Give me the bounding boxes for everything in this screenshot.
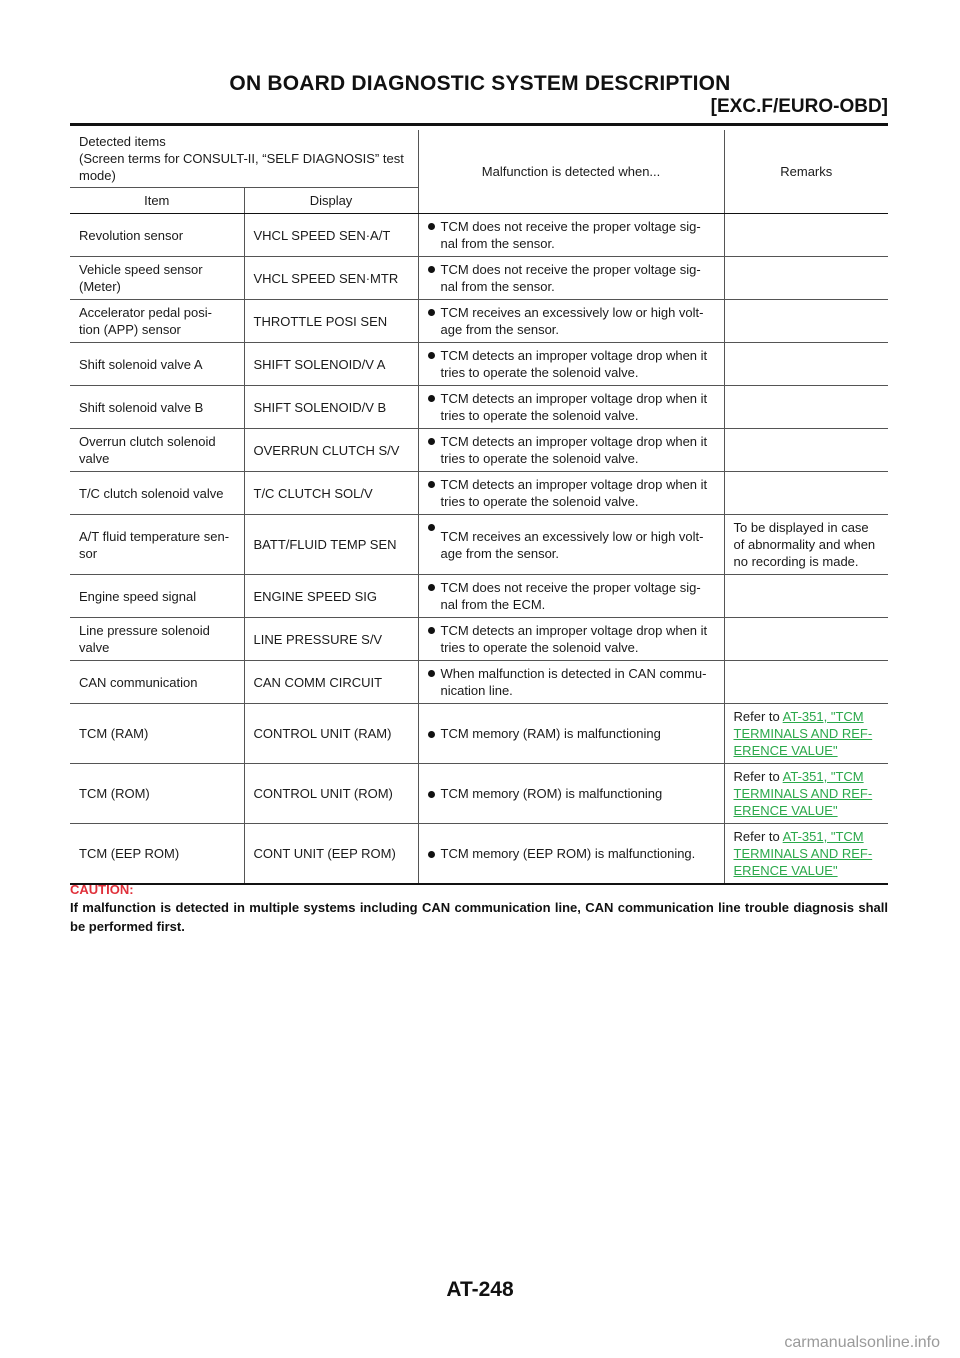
cell-malfunction [418,386,724,429]
cell-malfunction [418,343,724,386]
cell-malfunction [418,472,724,515]
bullet-icon [428,438,435,445]
header-item: Item [70,188,244,214]
cell-malfunction [418,214,724,257]
cell-remarks [724,661,888,704]
cell-malfunction [418,257,724,300]
cell-malfunction [418,575,724,618]
table-row [70,429,888,472]
cell-remarks [724,575,888,618]
malfunction-text: TCM memory (EEP ROM) is malfunctioning. [440,846,696,861]
reference-link[interactable]: AT-351, "TCM TERMINALS AND REF- ERENCE VALUE" [733,829,873,878]
header-remarks: Remarks [724,130,888,214]
malfunction-text: TCM receives an excessively low or high volt- age from the sensor. [440,528,704,561]
bullet-icon [428,791,435,798]
malfunction-text: TCM does not receive the proper voltage sig- nal from the ECM. [440,580,701,612]
cell-malfunction [418,300,724,343]
bullet-icon [428,731,435,738]
malfunction-text: TCM detects an improper voltage drop when it tries to operate the solenoid valve. [440,623,708,655]
cell-display: OVERRUN CLUTCH S/V [244,429,418,472]
cell-item: Engine speed signal [70,575,244,618]
cell-display: SHIFT SOLENOID/V A [244,343,418,386]
table-row [70,704,888,764]
watermark: carmanualsonline.info [784,1334,940,1351]
malfunction-text: When malfunction is detected in CAN commu- nication line. [440,666,707,698]
table-row [70,618,888,661]
cell-malfunction [418,764,724,824]
cell-remarks [724,618,888,661]
bullet-icon [428,309,435,316]
bullet-icon [428,352,435,359]
cell-display: CONTROL UNIT (RAM) [244,704,418,764]
bullet-icon [428,223,435,230]
bullet-icon [428,395,435,402]
reference-link[interactable]: AT-351, "TCM TERMINALS AND REF- ERENCE VALUE" [733,769,873,818]
cell-remarks [724,429,888,472]
bullet-icon [428,266,435,273]
cell-display: BATT/FLUID TEMP SEN [244,515,418,575]
cell-malfunction [418,515,724,575]
cell-remarks [724,257,888,300]
remarks-prefix: Refer to [733,769,783,784]
cell-item: Shift solenoid valve A [70,343,244,386]
cell-malfunction [418,661,724,704]
table-row [70,214,888,257]
cell-item: Vehicle speed sensor (Meter) [70,257,244,300]
header-malfunction: Malfunction is detected when... [418,130,724,214]
bullet-icon [428,851,435,858]
cell-display: VHCL SPEED SEN·MTR [244,257,418,300]
cell-display: CONT UNIT (EEP ROM) [244,824,418,885]
cell-item: TCM (RAM) [70,704,244,764]
caution-text: If malfunction is detected in multiple systems including CAN communication line, CAN communication line trouble diagnosis shall be performed first. [70,900,888,934]
bullet-icon [428,670,435,677]
cell-remarks [724,386,888,429]
cell-display: LINE PRESSURE S/V [244,618,418,661]
cell-remarks [724,214,888,257]
cell-remarks [724,764,888,824]
bullet-icon [428,627,435,634]
malfunction-text: TCM does not receive the proper voltage sig- nal from the sensor. [440,219,701,251]
cell-remarks [724,704,888,764]
table-row [70,386,888,429]
cell-item: TCM (ROM) [70,764,244,824]
caution-heading: CAUTION: [70,882,134,897]
cell-display: THROTTLE POSI SEN [244,300,418,343]
table-row [70,824,888,885]
table-row [70,661,888,704]
cell-item: Line pressure solenoid valve [70,618,244,661]
bullet-icon [428,584,435,591]
cell-display: T/C CLUTCH SOL/V [244,472,418,515]
bullet-icon [428,481,435,488]
malfunction-text: TCM does not receive the proper voltage sig- nal from the sensor. [440,262,701,294]
cell-item: A/T fluid temperature sen- sor [70,515,244,575]
header-detected-items: Detected items (Screen terms for CONSULT-II, “SELF DIAGNOSIS” test mode) [70,130,418,188]
cell-display: VHCL SPEED SEN·A/T [244,214,418,257]
cell-malfunction [418,704,724,764]
remarks-prefix: Refer to [733,709,783,724]
header-rule [70,123,888,126]
bullet-icon [428,524,435,531]
malfunction-text: TCM detects an improper voltage drop when it tries to operate the solenoid valve. [440,391,708,423]
cell-display: CONTROL UNIT (ROM) [244,764,418,824]
cell-display: CAN COMM CIRCUIT [244,661,418,704]
cell-item: T/C clutch solenoid valve [70,472,244,515]
cell-item: CAN communication [70,661,244,704]
cell-item: TCM (EEP ROM) [70,824,244,885]
cell-item: Revolution sensor [70,214,244,257]
diagnostic-items-table [70,130,888,885]
malfunction-text: TCM receives an excessively low or high volt- age from the sensor. [440,305,704,337]
malfunction-text: TCM detects an improper voltage drop when it tries to operate the solenoid valve. [440,477,708,509]
malfunction-text: TCM memory (ROM) is malfunctioning [440,786,663,801]
remarks-prefix: Refer to [733,829,783,844]
table-row [70,300,888,343]
cell-malfunction [418,824,724,885]
malfunction-text: TCM detects an improper voltage drop when it tries to operate the solenoid valve. [440,348,708,380]
reference-link[interactable]: AT-351, "TCM TERMINALS AND REF- ERENCE VALUE" [733,709,873,758]
table-row [70,515,888,575]
cell-remarks [724,300,888,343]
table-row [70,257,888,300]
table-row [70,575,888,618]
cell-display: ENGINE SPEED SIG [244,575,418,618]
cell-remarks [724,824,888,885]
cell-malfunction [418,618,724,661]
malfunction-text: TCM detects an improper voltage drop when it tries to operate the solenoid valve. [440,434,708,466]
table-row [70,343,888,386]
cell-remarks [724,343,888,386]
table-row [70,472,888,515]
page-title: ON BOARD DIAGNOSTIC SYSTEM DESCRIPTION [229,72,731,95]
page-number: AT-248 [446,1278,514,1301]
header-display: Display [244,188,418,214]
section-subtitle: [EXC.F/EURO-OBD] [710,96,888,117]
cell-item: Shift solenoid valve B [70,386,244,429]
table-row [70,764,888,824]
malfunction-text: TCM memory (RAM) is malfunctioning [440,726,661,741]
cell-item: Accelerator pedal posi- tion (APP) sensor [70,300,244,343]
cell-malfunction [418,429,724,472]
cell-display: SHIFT SOLENOID/V B [244,386,418,429]
cell-remarks: To be displayed in case of abnormality and when no recording is made. [724,515,888,575]
cell-item: Overrun clutch solenoid valve [70,429,244,472]
cell-remarks [724,472,888,515]
